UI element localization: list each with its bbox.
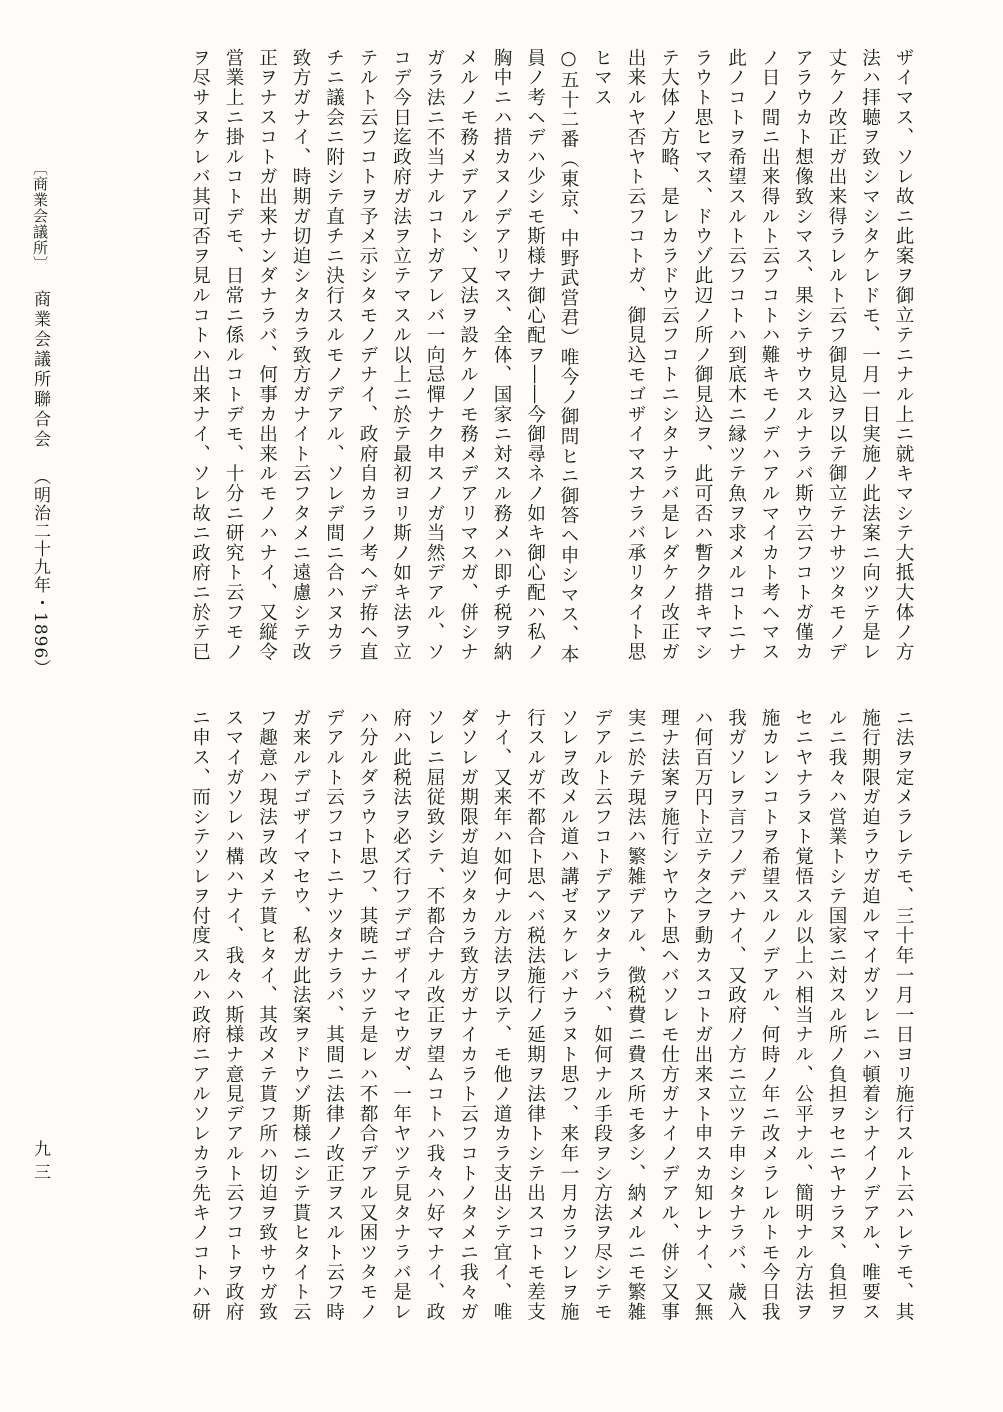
text-column: 行スルガ不都合ト思ヘバ税法施行ノ延期ヲ法律トシテ出スコトモ差支: [524, 708, 546, 1322]
text-column: チニ議会ニ附シテ直チニ決行スルモノデアル、ソレデ間ニ合ハヌカラ: [323, 48, 345, 662]
text-column: ソレニ屈従致シテ、不都合ナル改正ヲ望ムコトハ我々ハ好マナイ、政: [424, 708, 445, 1322]
text-column: ヒマス: [591, 48, 613, 108]
text-column: ノ日ノ間ニ出来得ルト云フコトハ難キモノデハアルマイカト考ヘマス: [759, 48, 780, 662]
text-column: 員ノ考ヘデハ少シモ斯様ナ御心配ヲ――今御尋ネノ如キ御心配ハ私ノ: [524, 48, 546, 662]
text-column: ルニ我々ハ営業トシテ国家ニ対スル所ノ負担ヲセニヤナラヌ、負担ヲ: [826, 708, 847, 1322]
text-column: ザイマス、ソレ故ニ此案ヲ御立テニナル上ニ就キマシテ大抵大体ノ方: [893, 48, 914, 662]
text-column: 正ヲナスコトガ出来ナンダナラバ、何事カ出来ルモノハナイ、又縦令: [256, 48, 278, 662]
text-column: ニ申ス、而シテソレヲ付度スルハ政府ニアルソレカラ先キノコトハ研: [189, 708, 211, 1322]
text-column: ヲ尽サヌケレバ其可否ヲ見ルコトハ出来ナイ、ソレ故ニ政府ニ於テ已: [189, 48, 211, 662]
text-column: 営業上ニ掛ルコトデモ、日常ニ係ルコトデモ、十分ニ研究ト云フモノ: [223, 48, 244, 662]
text-column: 施行期限ガ迫ラウガ迫ルマイガソレニハ頓着シナイノデアル、唯要ス: [859, 708, 881, 1322]
text-column: ○五十二番（東京、中野武営君）唯今ノ御問ヒニ御答ヘ申シマス、本: [558, 48, 579, 665]
text-column: 法ハ拝聴ヲ致シマシタケレドモ、一月一日実施ノ此法案ニ向ツテ是レ: [859, 48, 881, 662]
lower-text-block: [80, 708, 920, 1338]
text-column: 我ガソレヲ言フノデハナイ、又政府ノ方ニ立ツテ申シタナラバ、歳入: [725, 708, 747, 1322]
running-header: [28, 160, 53, 678]
text-column: 実ニ於テ現法ハ繁雑デアル、徴税費ニ費ス所モ多シ、納メルニモ繁雑: [625, 708, 646, 1322]
header-source: 〔商業会議所〕: [31, 160, 49, 272]
text-column: ハ分ルダラウト思フ、其暁ニナツテ是レハ不都合デアル又困ツタモノ: [357, 708, 378, 1322]
text-column: 胸中ニハ措カヌノデアリマス、全体、国家ニ対スル務メハ即チ税ヲ納: [491, 48, 512, 662]
text-column: ガ来ルデゴザイマセウ、私ガ此法案ヲドウゾ斯様ニシテ貰ヒタイト云: [290, 708, 311, 1322]
text-column: 理ナ法案ヲ施行シヤウト思ヘバソレモ仕方ガナイノデアル、併シ又事: [658, 708, 680, 1322]
text-column: 出来ルヤ否ヤト云フコトガ、御見込モゴザイマスナラバ承リタイト思: [625, 48, 646, 662]
page-number: 九三: [30, 1140, 50, 1186]
text-column: 府ハ此税法ヲ必ズ行フデゴザイマセウガ、一年ヤツテ見タナラバ是レ: [390, 708, 412, 1322]
text-column: ナイ、又来年ハ如何ナル方法ヲ以テ、モ他ノ道カラ支出シテ宜イ、唯: [491, 708, 512, 1322]
text-column: デアルト云フコトデアツタナラバ、如何ナル手段ヲシ方法ヲ尽シテモ: [591, 708, 613, 1322]
text-column: 致方ガナイ、時期ガ切迫シタカラ致方ガナイト云フタメニ遠慮シテ改: [290, 48, 311, 662]
text-column: ニ法ヲ定メラレテモ、三十年一月一日ヨリ施行スルト云ハレテモ、其: [893, 708, 914, 1322]
header-year: （明治二十九年・1896）: [30, 468, 50, 678]
text-column: ガラ法ニ不当ナルコトガアレバ一向忌憚ナク申スノガ当然デアル、ソ: [424, 48, 445, 662]
text-column: ラウト思ヒマス、ドウゾ此辺ノ所ノ御見込ヲ、此可否ハ暫ク措キマシ: [692, 48, 713, 662]
text-column: ハ何百万円ト立テタ之ヲ動カスコトガ出来ヌト申スカ知レナイ、又無: [692, 708, 713, 1322]
text-column: コデ今日迄政府ガ法ヲ立テマスル以上ニ於テ最初ヨリ斯ノ如キ法ヲ立: [390, 48, 412, 662]
text-column: フ趣意ハ現法ヲ改メテ貰ヒタイ、其改メテ貰フ所ハ切迫ヲ致サウガ致: [256, 708, 278, 1322]
text-column: ダソレガ期限ガ迫ツタカラ致方ガナイカラト云フコトノタメニ我々ガ: [457, 708, 479, 1322]
text-column: アラウカト想像致シマス、果シテサウスルナラバ斯ウ云フコトガ僅カ: [792, 48, 814, 662]
text-column: 此ノコトヲ希望スルト云フコトハ到底木ニ縁ツテ魚ヲ求メルコトニナ: [725, 48, 747, 662]
text-column: セニヤナラヌト覚悟スル以上ハ相当ナル、公平ナル、簡明ナル方法ヲ: [792, 708, 814, 1322]
text-column: テ大体ノ方略、是レカラドウ云フコトニシタナラバ是レダケノ改正ガ: [658, 48, 680, 662]
text-column: 施カレンコトヲ希望スルノデアル、何時ノ年ニ改メラレルトモ今日我: [759, 708, 780, 1322]
upper-text-block: [80, 48, 920, 678]
text-column: デアルト云フコトニナツタナラバ、其間ニ法律ノ改正ヲスルト云フ時: [323, 708, 345, 1322]
text-column: ソレヲ改メル道ハ講ゼヌケレバナラヌト思フ、来年一月カラソレヲ施: [558, 708, 579, 1322]
text-column: テルト云フコトヲ予メ示シタモノデナイ、政府自カラノ考ヘデ拵ヘ直: [357, 48, 378, 662]
text-column: スマイガソレハ構ハナイ、我々ハ斯様ナ意見デアルト云フコトヲ政府: [223, 708, 244, 1322]
text-column: メルノモ務メデアルシ、又法ヲ設ケルノモ務メデアリマスガ、併シナ: [457, 48, 479, 662]
text-column: 丈ケノ改正ガ出来得ラレルト云フ御見込ヲ以テ御立テナサツタモノデ: [826, 48, 847, 662]
header-title: 商業会議所聯合会: [30, 290, 50, 450]
